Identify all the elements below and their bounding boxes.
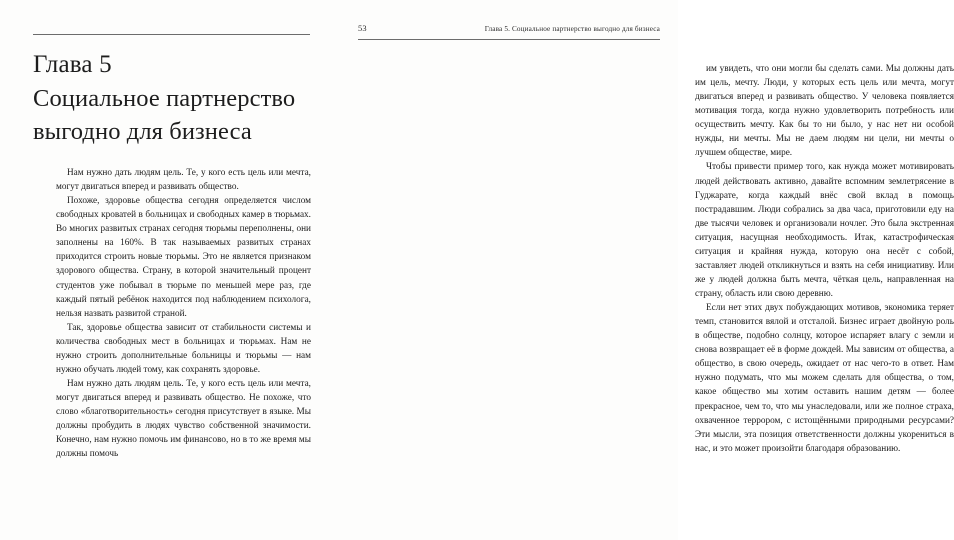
running-head: Глава 5. Социальное партнерство выгодно для бизнеса <box>484 25 660 33</box>
left-page <box>0 0 339 540</box>
left-page-body-text <box>56 166 311 461</box>
chapter-number: Глава 5 <box>33 51 112 78</box>
right-page <box>339 0 954 540</box>
chapter-title-line-1: Социальное партнерство <box>33 84 296 112</box>
right-page-head-rule <box>358 39 660 40</box>
chapter-title-line-2: выгодно для бизнеса <box>33 117 252 145</box>
paragraph: Чтобы привести пример того, как нужда может мотивировать людей действовать активно, давайте вспомним землетрясение в Гуджарате, когда каждый внёс свой вклад в помощь пострадавшим. Люди собрались за два часа, приготовили еду на две тысячи человек и организовали ночлег. Это была экстренная ситуация, насущная необходимость. Итак, катастрофическая ситуация и крайняя нужда, которую она несёт с собой, заставляет людей откликнуться и взять на себя инициативу. Или же у людей должна быть мечта, чёткая цель, направленная на страну, область или свою деревню. <box>695 162 954 299</box>
chapter-title <box>33 82 312 149</box>
page-number: 53 <box>358 24 367 33</box>
paragraph: Нам нужно дать людям цель. Те, у кого есть цель или мечта, могут двигаться вперед и развивать общество. Не похоже, что слово «благотворительность» сегодня присутствует в языке. Мы должны пробудить в людях чувство собственной значимости. Конечно, нам нужно помочь им финансово, но в то же время мы должны помочь <box>56 378 311 460</box>
paragraph: Если нет этих двух побуждающих мотивов, экономика теряет темп, становится вялой и отсталой. Бизнес играет двойную роль в обществе, подобно солнцу, которое испаряет влагу с земли и снова возвращает её в форме дождей. Мы зависим от общества, а общество, в свою очередь, ожидает от нас чего-то в ответ. Нам нужно подумать, что мы можем сделать для общества, о том, какое общество мы хотим оставить нашим детям — более прекрасное, чем то, что мы унаследовали, или же полное страха, охваченное террором, с истощёнными природными ресурсами? Эти мысли, эта позиция ответственности должны укорениться в нас, и это может произойти благодаря образованию. <box>695 303 954 454</box>
paragraph: Так, здоровье общества зависит от стабильности системы и количества свободных мест в больницах и тюрьмах. Нам не нужно строить дополнительные больницы и тюрьмы — нам нужно обучать людей тому, как сохранять здоровье. <box>56 322 311 375</box>
paragraph: им увидеть, что они могли бы сделать сами. Мы должны дать им цель, мечту. Люди, у которых есть цель или мечта, могут двигаться вперед и развивать общество. У человека появляется мотивация тогда, когда нужно удовлетворить потребность или осуществить мечту. Как бы то ни было, у нас нет ни особой нужды, ни мечты. Мы не даем людям ни цели, ни мечты о лучшем обществе, мире. <box>695 64 954 159</box>
paragraph: Похоже, здоровье общества сегодня определяется числом свободных кроватей в больницах и свободных камер в тюрьмах. Во многих развитых странах сегодня тюрьмы переполнены, они заполнены на 160%. В так называемых развитых странах приходится строить новые тюрьмы. Это не является признаком здорового общества. Страну, в которой значительный процент студентов уже побывал в тюрьме по меньшей мере раз, где каждый пятый ребёнок находится под наблюдением психолога, нельзя назвать развитой страной. <box>56 196 311 319</box>
left-page-head-rule <box>33 34 310 35</box>
chapter-opener <box>33 48 312 148</box>
right-page-body-text <box>695 62 954 456</box>
paragraph: Нам нужно дать людям цель. Те, у кого есть цель или мечта, могут двигаться вперед и развивать общество. <box>56 168 311 193</box>
